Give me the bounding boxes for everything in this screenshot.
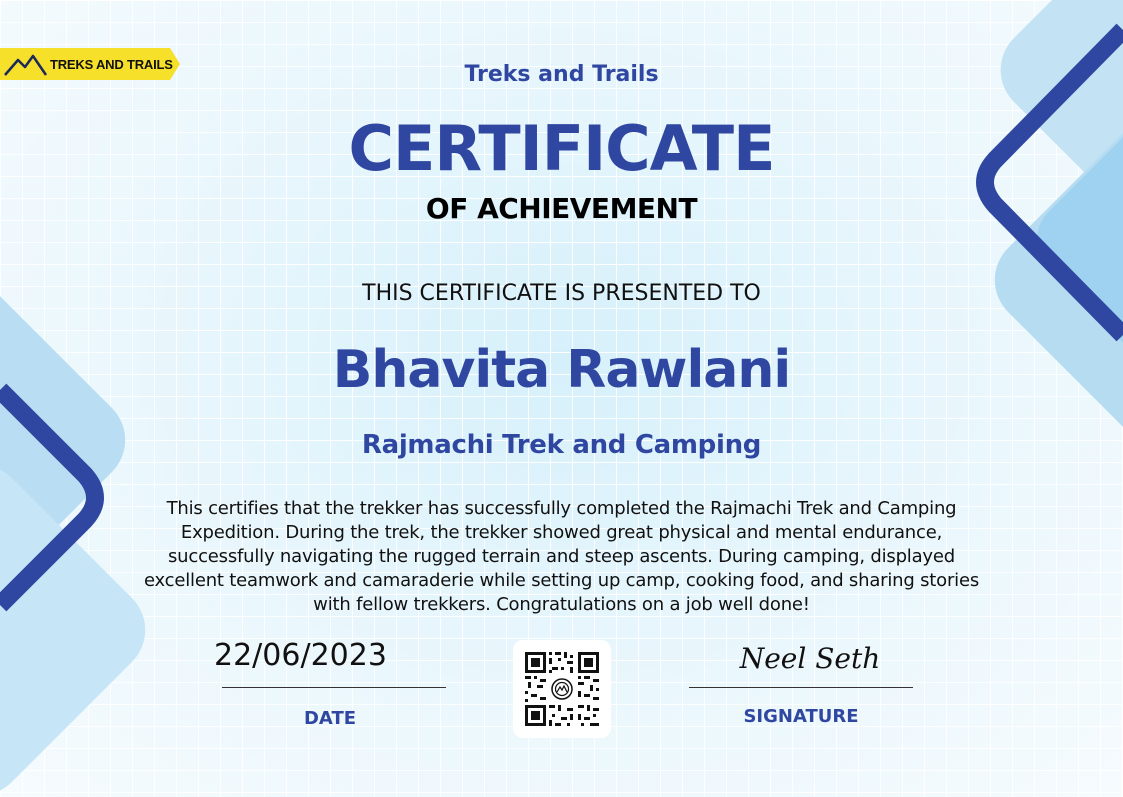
signature-line: [689, 687, 913, 688]
event-name: Rajmachi Trek and Camping: [361, 430, 762, 460]
qr-code: [513, 640, 611, 738]
logo-text: TREKS AND TRAILS: [50, 57, 173, 72]
certificate-title: CERTIFICATE: [348, 112, 775, 185]
date-value: 22/06/2023: [214, 638, 387, 673]
organization-name: Treks and Trails: [464, 62, 659, 87]
recipient-name: Bhavita Rawlani: [332, 340, 791, 400]
signature-value: Neel Seth: [739, 642, 881, 675]
qr-code-icon: [513, 640, 611, 738]
certificate-body: This certifies that the trekker has successfully completed the Rajmachi Trek and Camping Expedition. During the trek, the trekker showed great physical and mental endurance, successfully navigating the rugged terrain and steep ascents. During camping, displayed excellent teamwork and camaraderie while setting up camp, cooking food, and sharing stories with fellow trekkers. Congratulations on a job well done!: [143, 498, 980, 615]
certificate-subtitle: OF ACHIEVEMENT: [425, 192, 698, 225]
date-line: [222, 687, 446, 688]
signature-label: SIGNATURE: [743, 706, 859, 727]
presented-to-text: THIS CERTIFICATE IS PRESENTED TO: [362, 281, 761, 306]
date-label: DATE: [303, 708, 357, 729]
